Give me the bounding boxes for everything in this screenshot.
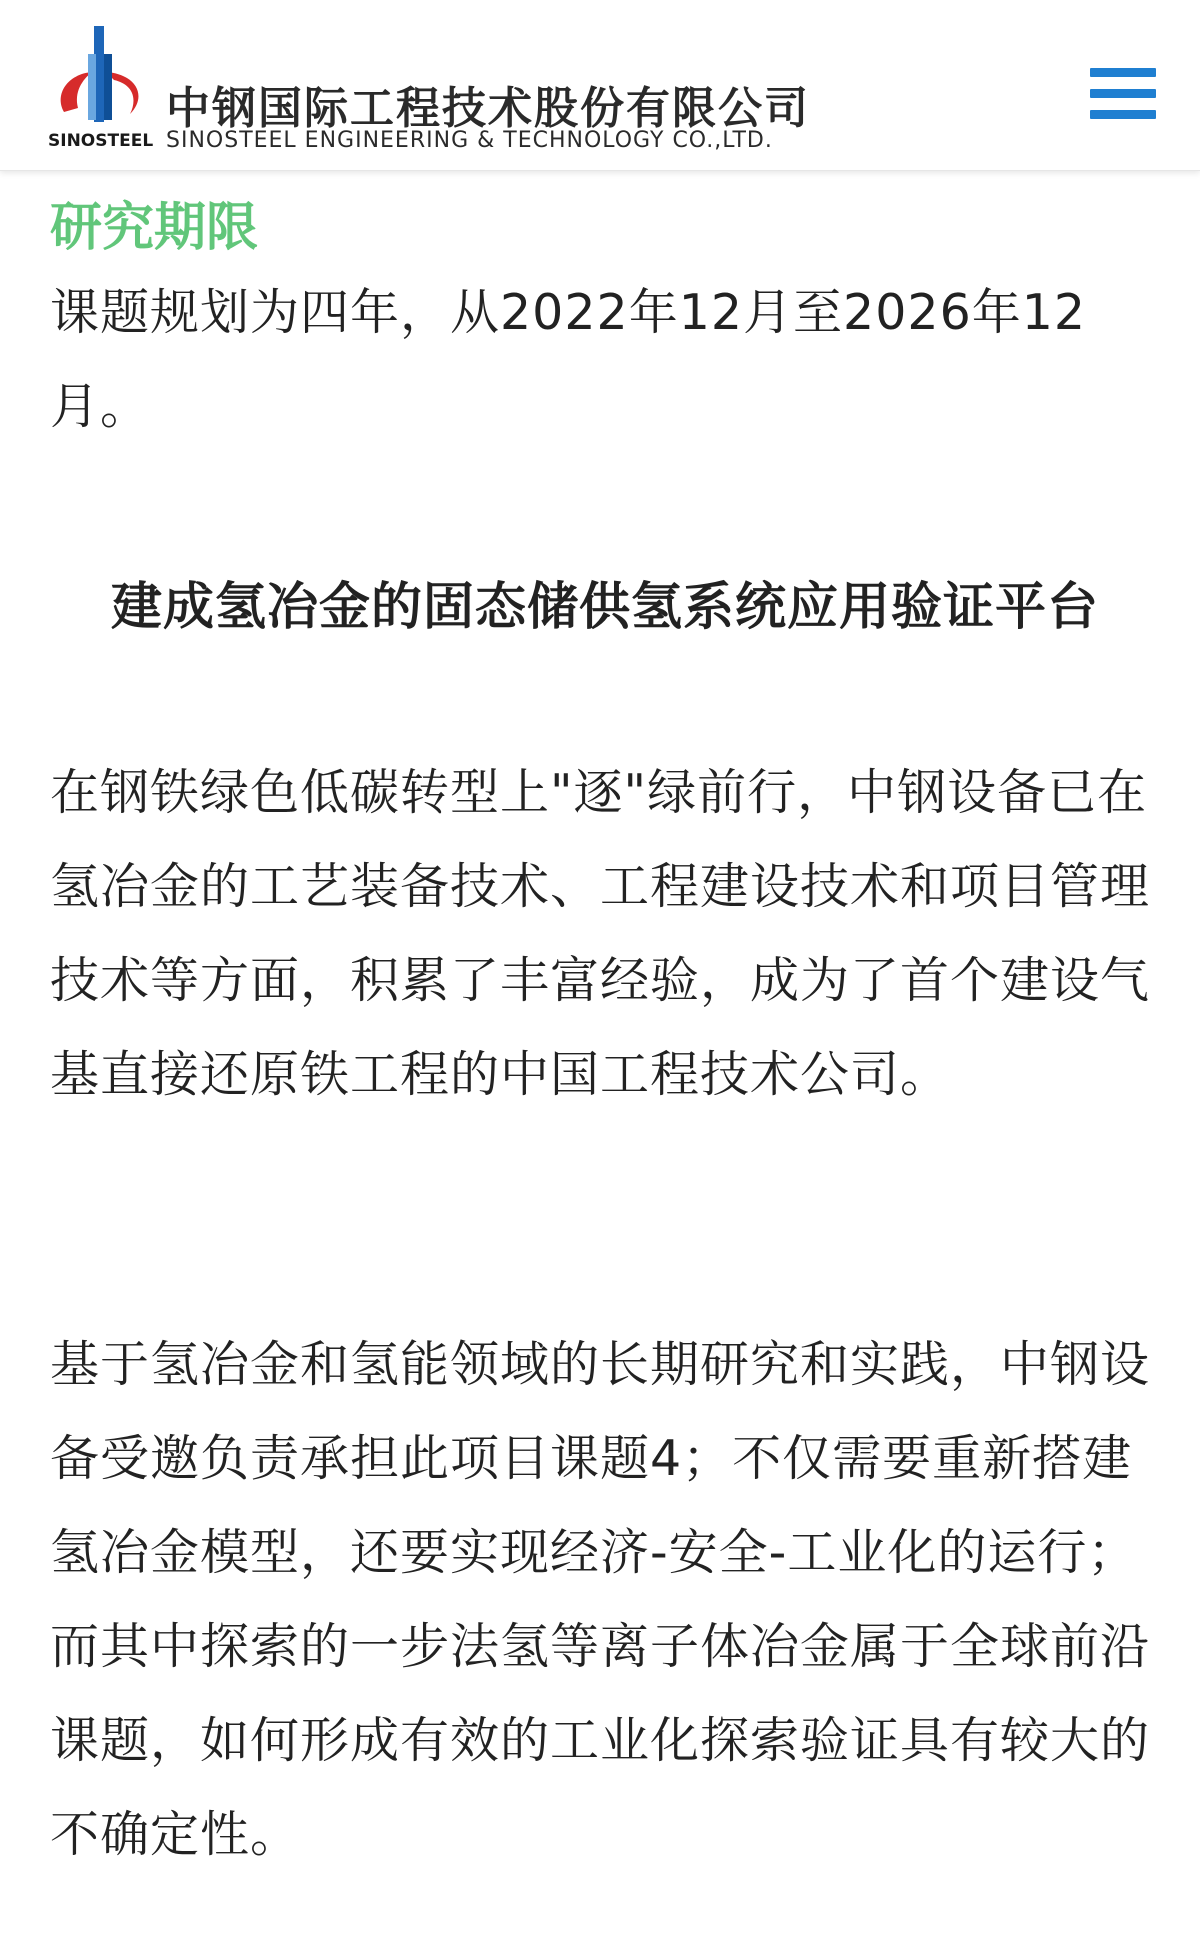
hamburger-menu-icon[interactable] [1090, 68, 1156, 124]
logo-abbreviation: SINOSTEEL [48, 131, 154, 151]
body-paragraph-1: 在钢铁绿色低碳转型上"逐"绿前行，中钢设备已在氢冶金的工艺装备技术、工程建设技术和项目管理技术等方面，积累了丰富经验，成为了首个建设气基直接还原铁工程的中国工程技术公司。 [50, 764, 1151, 1103]
article-heading: 建成氢冶金的固态储供氢系统应用验证平台 [110, 578, 1099, 637]
body-paragraph-2: 基于氢冶金和氢能领域的长期研究和实践，中钢设备受邀负责承担此项目课题4；不仅需要重新搭建氢冶金模型，还要实现经济-安全-工业化的运行；而其中探索的一步法氢等离子体冶金属于全球前沿课题，如何形成有效的工业化探索验证具有较大的不确定性。 [50, 1336, 1151, 1863]
article-content [50, 190, 1160, 1863]
company-logo[interactable] [48, 24, 848, 154]
menu-bar-top [1090, 68, 1156, 77]
company-name-en: SINOSTEEL ENGINEERING & TECHNOLOGY CO.,LTD. [166, 128, 773, 153]
duration-paragraph: 课题规划为四年，从2022年12月至2026年12月。 [50, 284, 1087, 435]
menu-bar-middle [1090, 89, 1156, 98]
site-header [0, 0, 1200, 171]
company-name-cn: 中钢国际工程技术股份有限公司 [166, 83, 810, 134]
menu-bar-bottom [1090, 110, 1156, 119]
section-label-research-period: 研究期限 [50, 198, 259, 258]
